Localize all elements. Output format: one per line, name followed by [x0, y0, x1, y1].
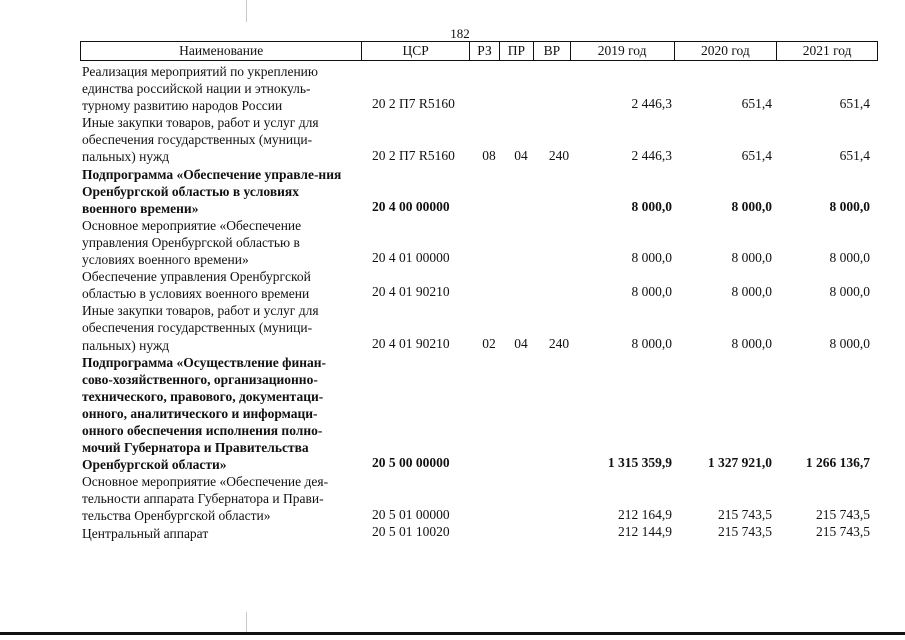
row-2021: 8 000,0	[829, 335, 870, 351]
row-name: Обеспечение управления Оренбургской областью в условиях военного времени	[82, 269, 311, 302]
table-row	[82, 302, 876, 353]
row-csr: 20 5 01 00000	[372, 506, 450, 522]
scan-mark-bottom	[246, 612, 247, 632]
header-rz: РЗ	[470, 42, 500, 60]
row-2019: 8 000,0	[631, 198, 672, 214]
row-2021: 8 000,0	[829, 284, 870, 300]
table-header	[80, 41, 878, 61]
row-2020: 8 000,0	[731, 250, 772, 266]
row-2021: 651,4	[839, 96, 870, 112]
row-2020: 215 743,5	[718, 506, 772, 522]
header-vr: ВР	[534, 42, 571, 60]
row-name: Реализация мероприятий по укреплению единства российской нации и этнокуль-турному развитию народов России	[82, 64, 318, 114]
row-name: Иные закупки товаров, работ и услуг для обеспечения государственных (муници-пальных) нужд	[82, 115, 319, 165]
scan-mark-top	[246, 0, 247, 22]
row-name: Основное мероприятие «Обеспечение управления Оренбургской областью в условиях военного времени»	[82, 217, 302, 268]
row-2020: 1 327 921,0	[707, 455, 772, 471]
table-row	[82, 268, 876, 302]
row-csr: 20 5 01 10020	[372, 523, 450, 539]
row-2019: 212 164,9	[618, 506, 672, 522]
row-2020: 215 743,5	[718, 523, 772, 539]
row-2019: 2 446,3	[631, 96, 672, 112]
row-2019: 8 000,0	[631, 284, 672, 300]
table-row	[82, 166, 876, 217]
row-csr: 20 4 01 90210	[372, 284, 450, 300]
row-pr: 04	[514, 147, 528, 163]
row-name: Подпрограмма «Осуществление финан-сово-хозяйственного, организационно-технического, правового, документаци-онного, аналитического и информаци-онного обеспечения исполнения полно-мочий Губернатора и Правительства Оренбургской области»	[82, 354, 327, 473]
table-row	[82, 525, 876, 542]
row-2019: 212 144,9	[618, 523, 672, 539]
row-csr: 20 4 01 90210	[372, 335, 450, 351]
row-csr: 20 5 00 00000	[372, 455, 450, 471]
table-row	[82, 63, 876, 114]
row-csr: 20 2 П7 R5160	[372, 147, 455, 163]
row-csr: 20 2 П7 R5160	[372, 96, 455, 112]
header-2020: 2020 год	[675, 42, 778, 60]
row-2021: 8 000,0	[829, 198, 870, 214]
row-2020: 8 000,0	[731, 198, 772, 214]
header-pr: ПР	[500, 42, 534, 60]
bottom-rule	[0, 632, 905, 635]
row-2020: 651,4	[741, 147, 772, 163]
page-number: 182	[450, 26, 470, 41]
row-name: Подпрограмма «Обеспечение управле-ния Оренбургской областью в условиях военного времени»	[82, 166, 342, 216]
row-2019: 8 000,0	[631, 250, 672, 266]
header-2021: 2021 год	[802, 43, 852, 58]
row-2021: 1 266 136,7	[805, 455, 870, 471]
row-2020: 8 000,0	[731, 284, 772, 300]
header-name: Наименование	[81, 42, 362, 60]
row-2019: 1 315 359,9	[607, 455, 672, 471]
row-2021: 8 000,0	[829, 250, 870, 266]
row-csr: 20 4 00 00000	[372, 198, 450, 214]
table-row	[82, 217, 876, 268]
row-name: Центральный аппарат	[82, 525, 209, 541]
row-2019: 2 446,3	[631, 147, 672, 163]
row-2021: 651,4	[839, 147, 870, 163]
row-rz: 08	[482, 147, 496, 163]
row-2020: 651,4	[741, 96, 772, 112]
row-rz: 02	[482, 335, 496, 351]
table-row	[82, 354, 876, 474]
table-row	[82, 473, 876, 524]
row-2021: 215 743,5	[816, 506, 870, 522]
row-2020: 8 000,0	[731, 335, 772, 351]
row-pr: 04	[514, 335, 528, 351]
row-2019: 8 000,0	[631, 335, 672, 351]
table-body	[82, 63, 876, 542]
row-vr: 240	[548, 147, 570, 163]
row-csr: 20 4 01 00000	[372, 250, 450, 266]
table-row	[82, 114, 876, 165]
row-vr: 240	[548, 335, 570, 351]
row-name: Основное мероприятие «Обеспечение дея-тельности аппарата Губернатора и Прави-тельства Оренбургской области»	[82, 474, 329, 524]
row-2021: 215 743,5	[816, 523, 870, 539]
row-name: Иные закупки товаров, работ и услуг для обеспечения государственных (муници-пальных) нужд	[82, 303, 319, 353]
header-csr: ЦСР	[362, 42, 470, 60]
header-2019: 2019 год	[571, 42, 675, 60]
